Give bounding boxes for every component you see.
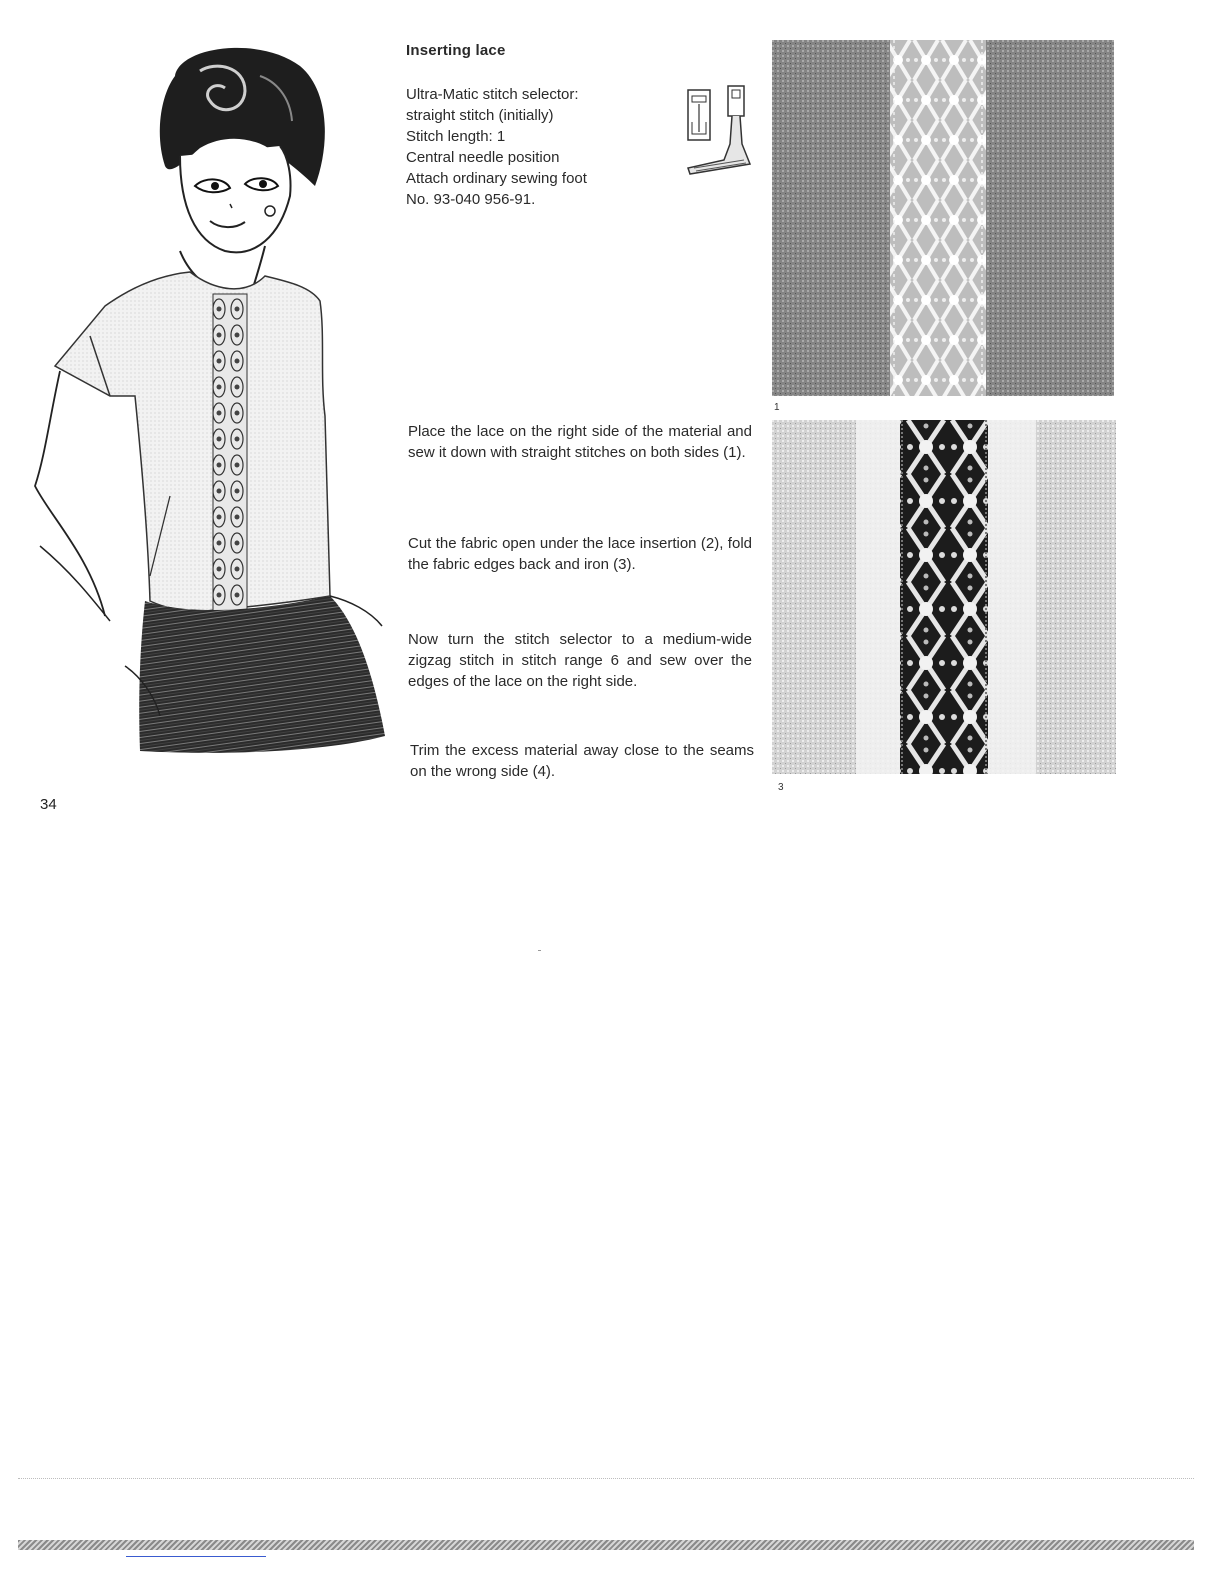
machine-settings xyxy=(406,84,587,210)
woman-blouse-illustration-icon xyxy=(30,36,392,786)
settings-line: No. 93-040 956-91. xyxy=(406,191,536,208)
scan-speck xyxy=(538,950,541,951)
step-sew-lace: Place the lace on the right side of the material and sew it down with straight stitches on both sides (1). xyxy=(408,423,752,461)
page-number: 34 xyxy=(40,796,57,813)
settings-line: straight stitch (initially) xyxy=(406,107,554,124)
footer-bar xyxy=(18,1540,1194,1550)
step-trim: Trim the excess material away close to the seams on the wrong side (4). xyxy=(410,742,754,780)
settings-line: Ultra-Matic stitch selector: xyxy=(406,86,579,103)
step-zigzag: Now turn the stitch selector to a medium-wide zigzag stitch in stitch range 6 and sew over the edges of the lace on the right side. xyxy=(408,631,752,690)
lace-zigzag-insertion-photo xyxy=(772,420,1116,774)
sewing-foot-icon xyxy=(680,82,762,182)
blouse-illustration xyxy=(30,36,392,786)
lace-sewn-on-fabric-photo xyxy=(772,40,1114,396)
page-title: Inserting lace xyxy=(406,42,506,59)
divider xyxy=(18,1478,1194,1479)
photo1-caption: 1 xyxy=(774,402,780,413)
step-cut-fabric: Cut the fabric open under the lace insertion (2), fold the fabric edges back and iron (3). xyxy=(408,535,752,573)
settings-line: Stitch length: 1 xyxy=(406,128,506,145)
footer-link-underline xyxy=(126,1556,266,1557)
photo2-caption: 3 xyxy=(778,782,784,793)
settings-line: Central needle position xyxy=(406,149,560,166)
settings-line: Attach ordinary sewing foot xyxy=(406,170,587,187)
